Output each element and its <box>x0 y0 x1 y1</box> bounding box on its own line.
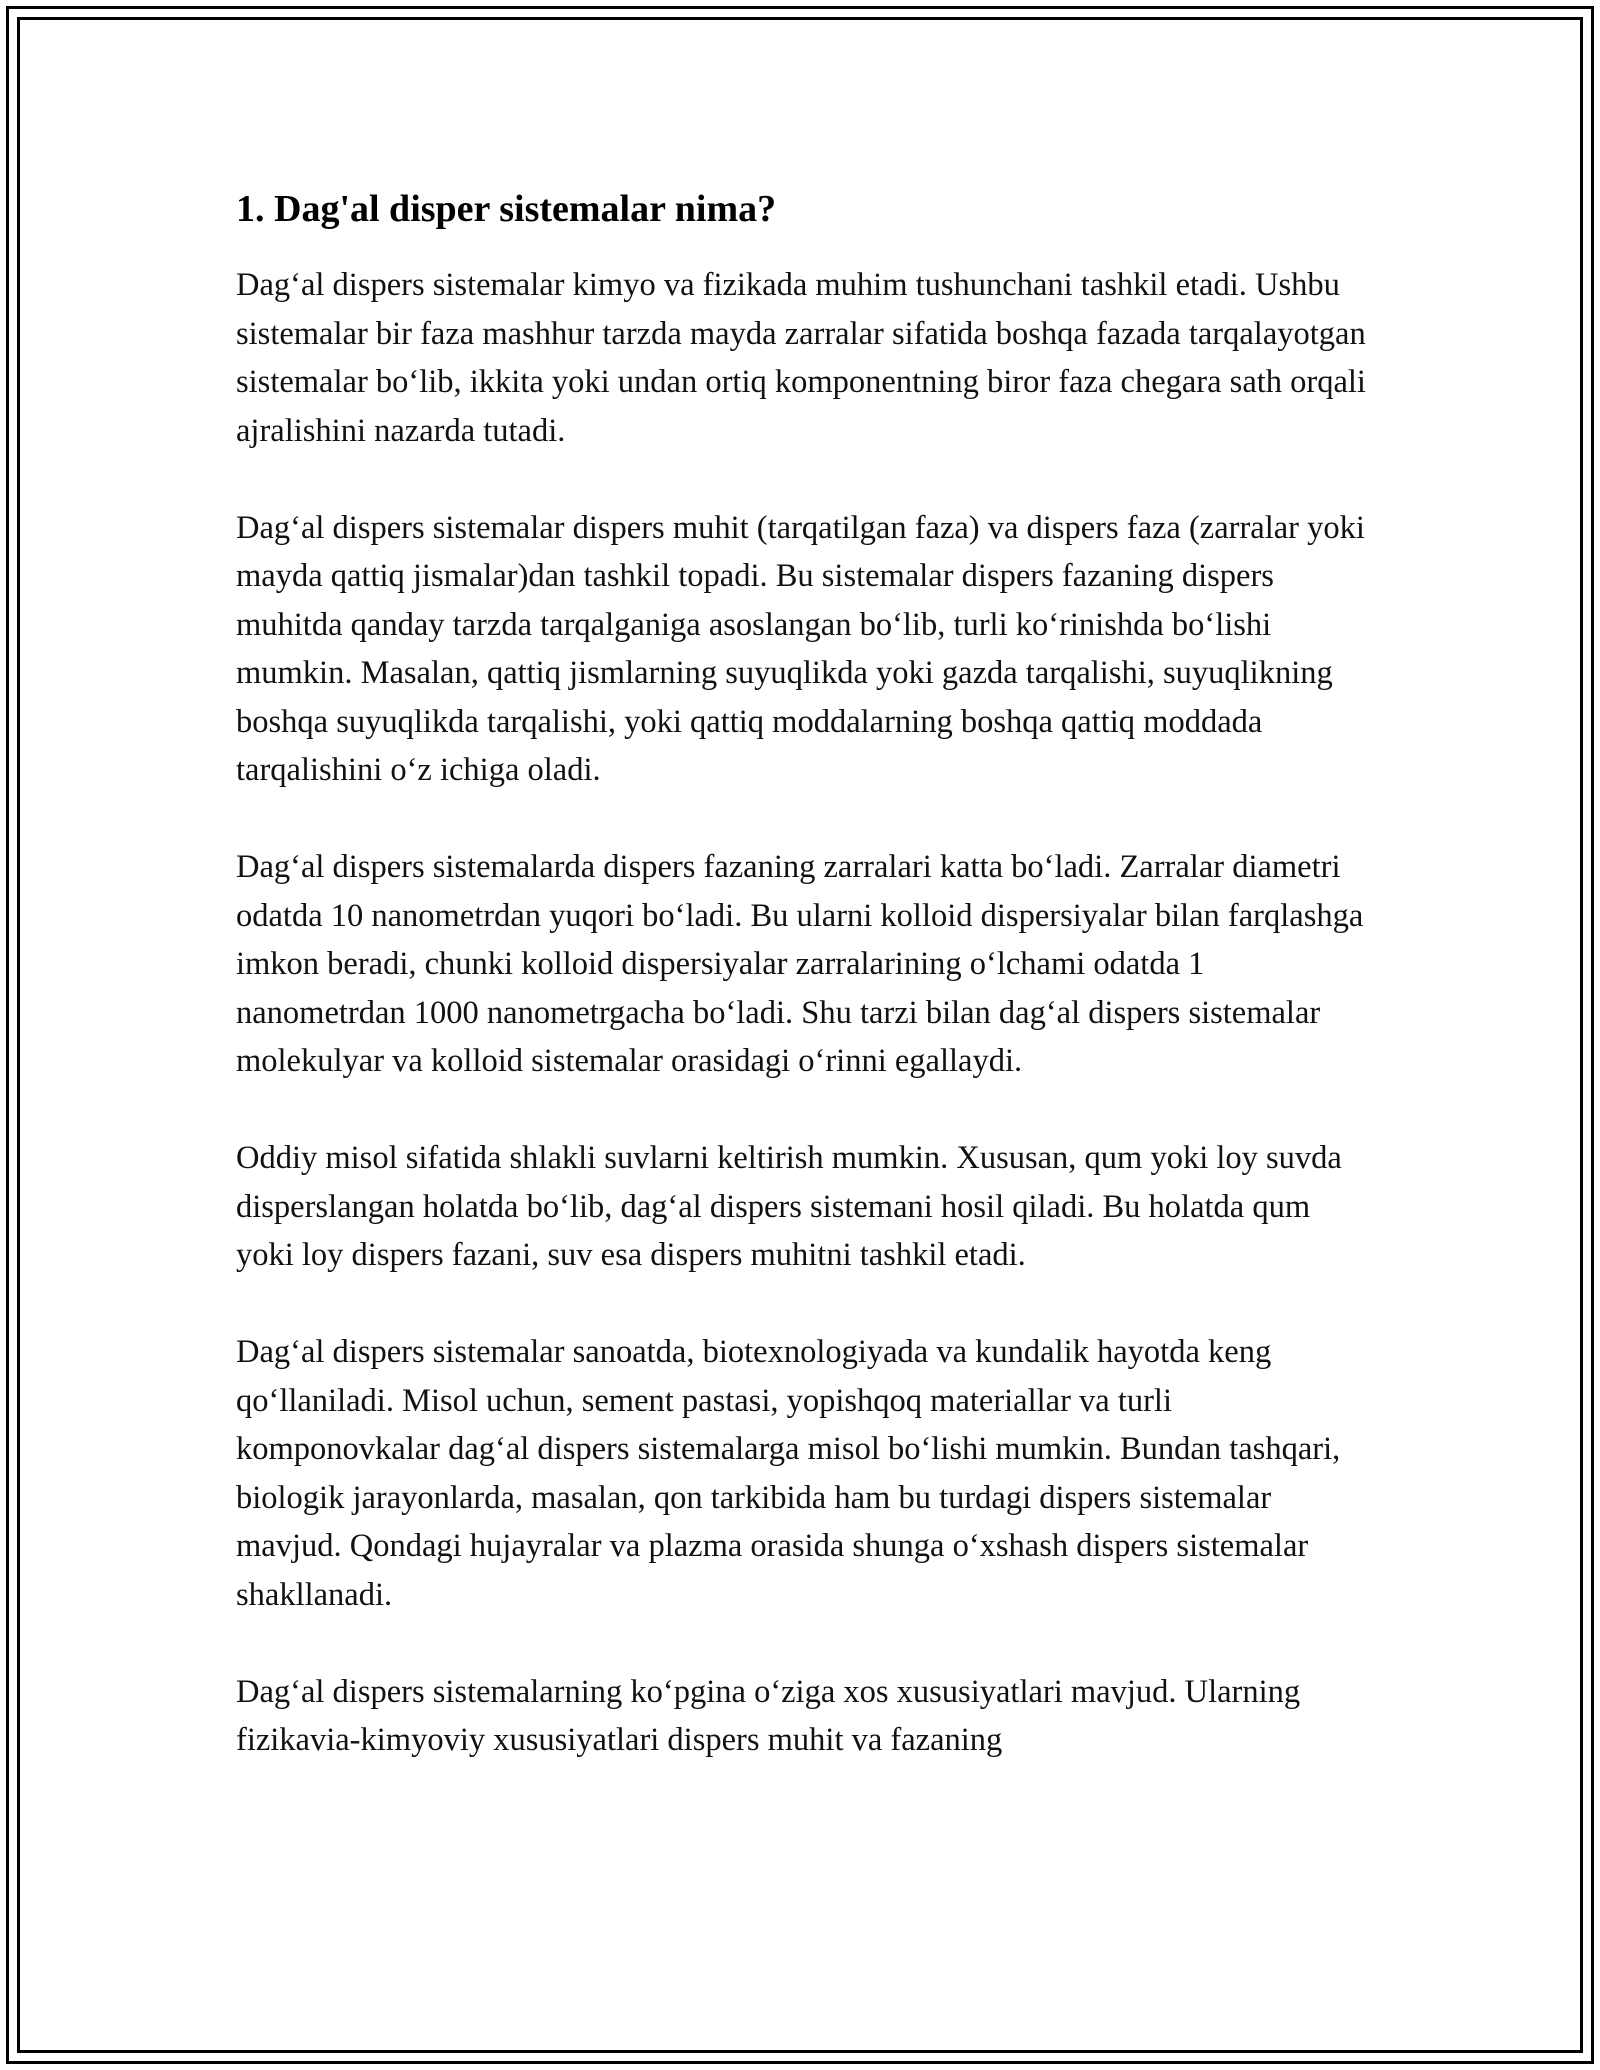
section-heading: 1. Dag'al disper sistemalar nima? <box>236 188 777 230</box>
document-body <box>236 185 1376 1813</box>
paragraph-3: Dag‘al dispers sistemalarda dispers fazaning zarralari katta bo‘ladi. Zarralar diametri odatda 10 nanometrdan yuqori bo‘ladi. Bu ularni kolloid dispersiyalar bilan farqlashga imkon beradi, chunki kolloid dispersiyalar zarralarining o‘lchami odatda 1 nanometrdan 1000 nanometrgacha bo‘ladi. Shu tarzi bilan dag‘al dispers sistemalar molekulyar va kolloid sistemalar orasidagi o‘rinni egallaydi. <box>236 849 1364 1079</box>
paragraph-6: Dag‘al dispers sistemalarning ko‘pgina o‘ziga xos xususiyatlari mavjud. Ularning fizikavia-kimyoviy xususiyatlari dispers muhit va fazaning <box>236 1673 1301 1758</box>
paragraph-2: Dag‘al dispers sistemalar dispers muhit (tarqatilgan faza) va dispers faza (zarralar yoki mayda qattiq jismalar)dan tashkil topadi. Bu sistemalar dispers fazaning dispers muhitda qanday tarzda tarqalganiga asoslangan bo‘lib, turli ko‘rinishda bo‘lishi mumkin. Masalan, qattiq jismlarning suyuqlikda yoki gazda tarqalishi, suyuqlikning boshqa suyuqlikda tarqalishi, yoki qattiq moddalarning boshqa qattiq moddada tarqalishini o‘z ichiga oladi. <box>236 509 1365 788</box>
paragraph-4: Oddiy misol sifatida shlakli suvlarni keltirish mumkin. Xususan, qum yoki loy suvda disperslangan holatda bo‘lib, dag‘al dispers sistemani hosil qiladi. Bu holatda qum yoki loy dispers fazani, suv esa dispers muhitni tashkil etadi. <box>236 1140 1342 1273</box>
paragraph-1: Dag‘al dispers sistemalar kimyo va fizikada muhim tushunchani tashkil etadi. Ushbu sistemalar bir faza mashhur tarzda mayda zarralar sifatida boshqa fazada tarqalayotgan sistemalar bo‘lib, ikkita yoki undan ortiq komponentning biror faza chegara sath orqali ajralishini nazarda tutadi. <box>236 267 1366 449</box>
paragraph-5: Dag‘al dispers sistemalar sanoatda, biotexnologiyada va kundalik hayotda keng qo‘llaniladi. Misol uchun, sement pastasi, yopishqoq materiallar va turli komponovkalar dag‘al dispers sistemalarga misol bo‘lishi mumkin. Bundan tashqari, biologik jarayonlarda, masalan, qon tarkibida ham bu turdagi dispers sistemalar mavjud. Qondagi hujayralar va plazma orasida shunga o‘xshash dispers sistemalar shakllanadi. <box>236 1334 1341 1613</box>
